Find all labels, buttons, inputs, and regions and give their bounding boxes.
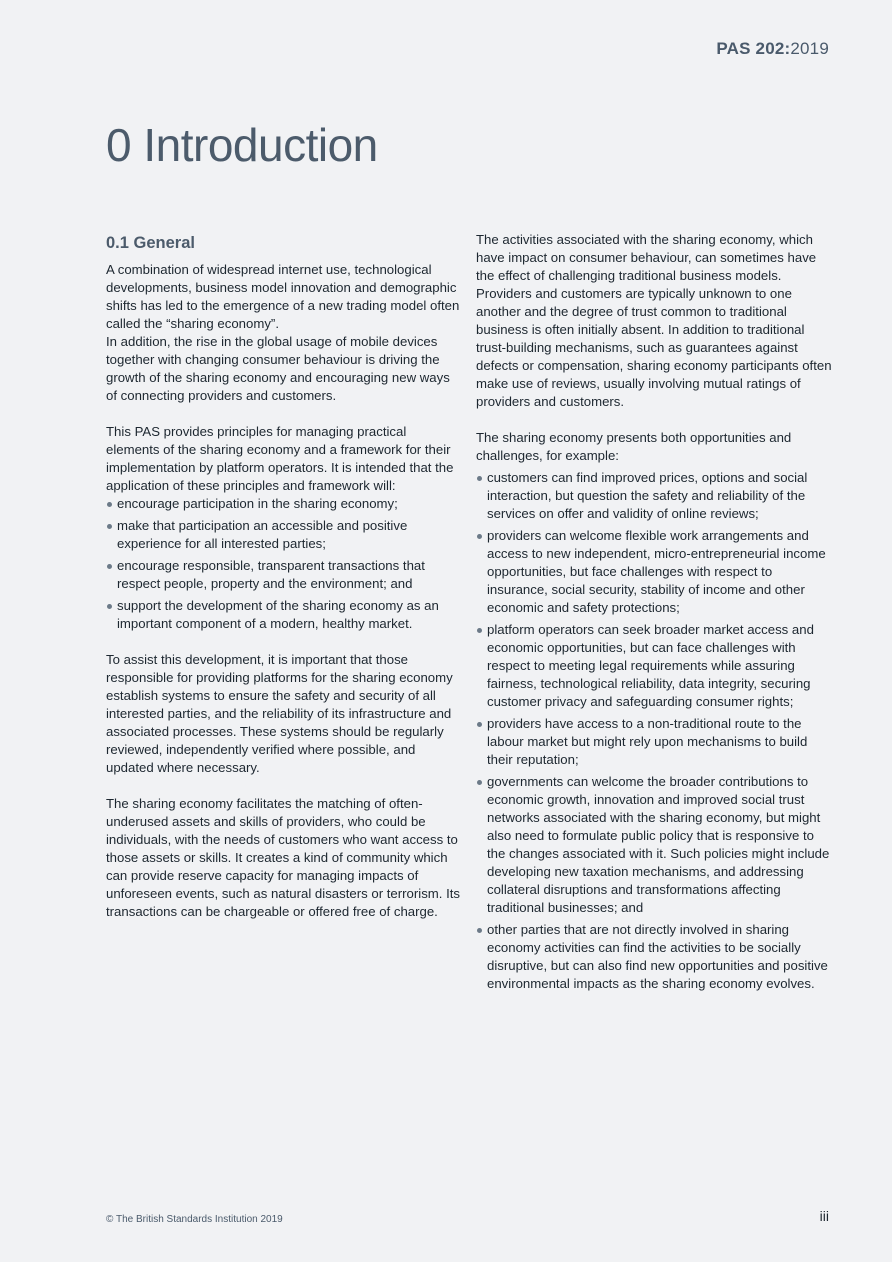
paragraph: To assist this development, it is important that those responsible for providing platforms for the sharing economy establish systems to ensure the safety and security of all interested parties, and the reliability of its infrastructure and associated processes. These systems should be regularly reviewed, independently verified where possible, and updated where necessary. [106, 652, 453, 775]
paragraph: A combination of widespread internet use, technological developments, business model innovation and demographic shifts has led to the emergence of a new trading model often called the “sharing economy”. [106, 262, 460, 331]
paragraph: The sharing economy facilitates the matching of often-underused assets and skills of providers, who could be individuals, with the needs of customers who want access to those assets or skills. It creates a kind of community which can provide reserve capacity for managing impacts of unforeseen events, such as natural disasters or terrorism. Its transactions can be chargeable or offered free of charge. [106, 796, 461, 919]
paragraph: This PAS provides principles for managing practical elements of the sharing economy and a framework for their implementation by platform operators. It is intended that the application of these principles and framework will: [106, 424, 454, 493]
list-item: governments can welcome the broader contributions to economic growth, innovation and improved social trust networks associated with the sharing economy, but might also need to formulate public policy that is responsive to the changes associated with it. Such policies might include developing new taxation mechanisms, and addressing collateral disruptions and transformations affecting traditional businesses; and [476, 773, 832, 917]
bullet-list [106, 495, 462, 633]
copyright-footer: © The British Standards Institution 2019 [106, 1214, 283, 1225]
left-column [106, 231, 462, 939]
list-item: make that participation an accessible and positive experience for all interested parties; [106, 517, 462, 553]
list-item: platform operators can seek broader market access and economic opportunities, but can face challenges with respect to meeting legal requirements while assuring fairness, technological reliability, data integrity, securing customer privacy and safeguarding consumer rights; [476, 621, 832, 711]
section-heading: 0.1 General [106, 234, 195, 252]
list-item: providers can welcome flexible work arrangements and access to new independent, micro-entrepreneurial income opportunities, but face challenges with respect to insurance, social security, stability of income and other economic and safety protections; [476, 527, 832, 617]
chapter-title: 0 Introduction [106, 119, 378, 171]
list-item: encourage responsible, transparent transactions that respect people, property and the environment; and [106, 557, 462, 593]
list-item: support the development of the sharing economy as an important component of a modern, healthy market. [106, 597, 462, 633]
paragraph: In addition, the rise in the global usage of mobile devices together with changing consumer behaviour is driving the growth of the sharing economy and encouraging new ways of connecting providers and customers. [106, 334, 450, 403]
paragraph: The activities associated with the sharing economy, which have impact on consumer behaviour, can sometimes have the effect of challenging traditional business models. Providers and customers are typically unknown to one another and the degree of trust common to traditional business is often initially absent. In addition to traditional trust-building mechanisms, such as guarantees against defects or compensation, sharing economy participants often make use of reviews, usually involving mutual ratings of providers and customers. [476, 232, 832, 409]
page-number: iii [819, 1208, 829, 1224]
list-item: encourage participation in the sharing economy; [106, 495, 462, 513]
paragraph: The sharing economy presents both opportunities and challenges, for example: [476, 430, 792, 463]
list-item: customers can find improved prices, options and social interaction, but question the safety and reliability of the services on offer and validity of online reviews; [476, 469, 832, 523]
bullet-list [476, 469, 832, 993]
list-item: providers have access to a non-traditional route to the labour market but might rely upon mechanisms to build their reputation; [476, 715, 832, 769]
right-column [476, 231, 832, 1011]
list-item: other parties that are not directly involved in sharing economy activities can find the activities to be socially disruptive, but can also find new opportunities and positive environmental impacts as the sharing economy evolves. [476, 921, 832, 993]
document-id: PAS 202: [716, 39, 791, 58]
document-year: 2019 [790, 39, 829, 58]
running-header [716, 39, 829, 59]
